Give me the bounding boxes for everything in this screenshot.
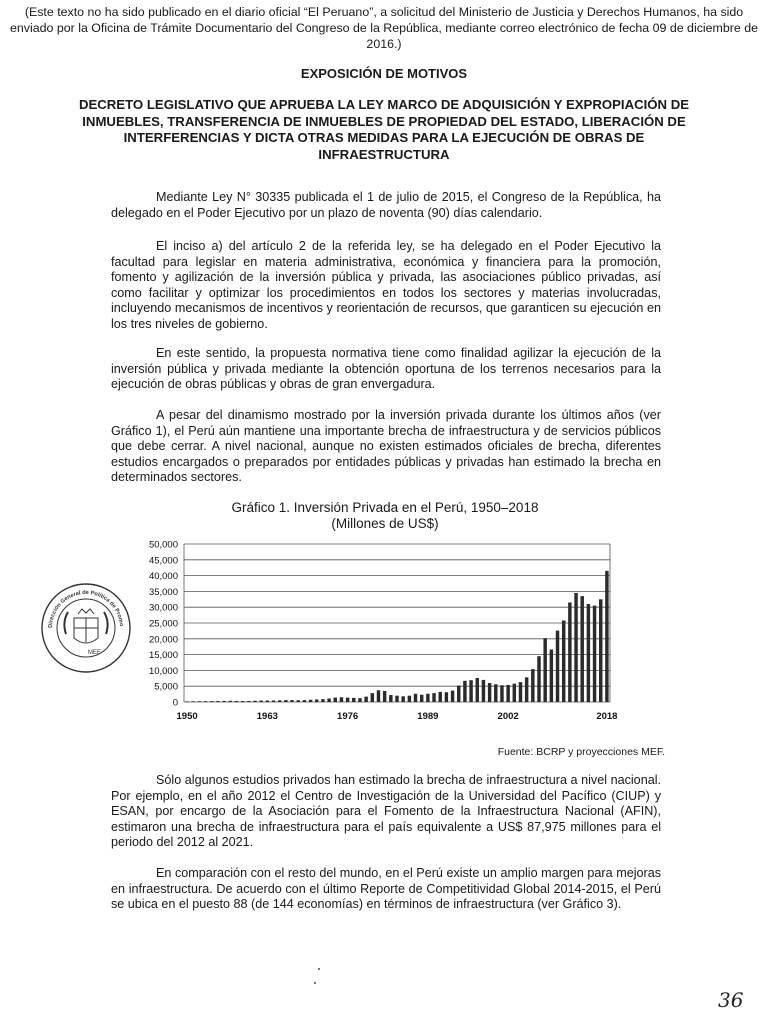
bar-1993: [451, 691, 454, 702]
bar-1966: [284, 700, 287, 702]
y-tick-label: 15,000: [148, 650, 178, 662]
x-tick-label: 2018: [596, 711, 618, 722]
bar-1979: [364, 697, 367, 702]
y-tick-label: 10,000: [148, 665, 178, 677]
bar-2010: [556, 631, 559, 702]
bar-1985: [401, 696, 404, 702]
bar-2003: [513, 684, 516, 702]
y-tick-label: 45,000: [148, 555, 178, 567]
x-tick-label: 1950: [176, 711, 198, 722]
bar-2016: [593, 606, 596, 702]
paragraph-2: [111, 239, 661, 332]
chart-source: Fuente: BCRP y proyecciones MEF.: [497, 746, 665, 758]
x-tick-label: 1963: [256, 711, 278, 722]
bar-1998: [482, 680, 485, 702]
x-tick-label: 1989: [417, 711, 439, 722]
bar-2004: [519, 682, 522, 702]
bar-1972: [321, 699, 324, 702]
bar-1994: [457, 686, 460, 702]
bar-1992: [445, 692, 448, 702]
bar-1959: [241, 701, 244, 702]
scan-speck: [318, 968, 320, 970]
bar-1962: [259, 701, 262, 702]
bar-1982: [383, 691, 386, 702]
bar-2007: [537, 656, 540, 702]
y-tick-label: 20,000: [148, 634, 178, 646]
bar-1957: [229, 701, 232, 702]
page-number: 36: [718, 988, 744, 1012]
bar-1970: [309, 700, 312, 702]
bar-1987: [414, 694, 417, 702]
bar-1964: [272, 700, 275, 702]
bar-2011: [562, 620, 565, 702]
y-tick-label: 50,000: [148, 539, 178, 551]
x-tick-label: 2002: [497, 711, 519, 722]
paragraph-2-text: El inciso a) del artículo 2 de la referida ley, se ha delegado en el Poder Ejecutivo la facultad para legislar en materia administrativa, económica y financiera para la promoción, fomento y agilización de la inversión pública y privada, las asociaciones público privadas, así como facilitar y optimizar los procedimientos en todos los sectores y materias involucradas, incluyendo mecanismos de incentivos y reorientación de recursos, que garanticen su ejecución en los tres niveles de gobierno.: [111, 239, 661, 331]
bar-1984: [395, 696, 398, 702]
bar-1971: [315, 699, 318, 702]
paragraph-3-text: En este sentido, la propuesta normativa tiene como finalidad agilizar la ejecución de la inversión pública y privada mediante la obtención oportuna de los terrenos necesarios para la ejecución de obras públicas y obras de gran envergadura.: [111, 346, 661, 391]
paragraph-3: [111, 346, 661, 393]
bar-1976: [346, 698, 349, 702]
y-tick-label: 30,000: [148, 602, 178, 614]
stamp-sub-text: MEF: [88, 650, 101, 656]
bar-1956: [222, 701, 225, 702]
paragraph-5-text: Sólo algunos estudios privados han estimado la brecha de infraestructura a nivel nacional. Por ejemplo, en el año 2012 el Centro de Investigación de la Universidad del Pacífico (CIUP) y ESAN, por encargo de la Asociación para el Fomento de la Infraestructura Nacional (AFIN), estimaron una brecha de infraestructura para el país equivalente a US$ 87,975 millones para el periodo del 2012 al 2021.: [111, 773, 661, 849]
bar-1974: [334, 698, 337, 702]
bar-1969: [303, 700, 306, 702]
bar-1967: [290, 700, 293, 702]
bar-1978: [358, 698, 361, 702]
bar-2000: [494, 684, 497, 702]
bar-1951: [192, 701, 195, 702]
bar-2018: [605, 571, 608, 702]
y-tick-label: 5,000: [154, 681, 178, 693]
bar-1960: [247, 701, 250, 702]
paragraph-5: [111, 773, 661, 851]
bar-1973: [327, 699, 330, 702]
bar-1997: [476, 678, 479, 702]
bar-1958: [235, 701, 238, 702]
bar-1980: [371, 693, 374, 702]
bar-1991: [438, 692, 441, 702]
chart-title: [160, 500, 610, 532]
bar-1975: [340, 697, 343, 702]
bar-1952: [198, 701, 201, 702]
bar-1953: [204, 701, 207, 702]
bar-2001: [500, 685, 503, 702]
paragraph-6-text: En comparación con el resto del mundo, en el Perú existe un amplio margen para mejoras en infraestructura. De acuerdo con el último Reporte de Competitividad Global 2014-2015, el Perú se ubica en el puesto 88 (de 144 economías) en términos de infraestructura (ver Gráfico 3).: [111, 866, 661, 911]
bar-2012: [568, 602, 571, 702]
bar-1990: [432, 693, 435, 702]
bar-2009: [550, 650, 553, 702]
bar-2002: [506, 685, 509, 702]
bar-1999: [488, 683, 491, 702]
bar-2015: [587, 604, 590, 702]
section-title: EXPOSICIÓN DE MOTIVOS: [300, 66, 468, 81]
bar-1955: [216, 701, 219, 702]
bar-1986: [408, 696, 411, 702]
decree-title: DECRETO LEGISLATIVO QUE APRUEBA LA LEY MARCO DE ADQUISICIÓN Y EXPROPIACIÓN DE INMUEBLES, TRANSFERENCIA DE INMUEBLES DE PROPIEDAD DEL ESTADO, LIBERACIÓN DE INTERFERENCIAS Y DICTA OTRAS MEDIDAS PARA LA EJECUCIÓN DE OBRAS DE INFRAESTRUCTURA: [78, 97, 690, 162]
bar-1988: [420, 695, 423, 702]
chart-title-line1: Gráfico 1. Inversión Privada en el Perú, 1950–2018: [231, 500, 539, 515]
bar-1961: [253, 701, 256, 702]
chart-title-line2: (Millones de US$): [331, 516, 439, 531]
y-tick-label: 35,000: [148, 586, 178, 598]
bar-1983: [389, 695, 392, 702]
bar-2013: [574, 593, 577, 702]
bar-1995: [463, 681, 466, 702]
paragraph-6: [111, 866, 661, 913]
bar-1977: [352, 698, 355, 702]
bar-1981: [377, 690, 380, 702]
bar-1963: [266, 701, 269, 702]
bar-1950: [185, 701, 188, 702]
bar-2008: [543, 638, 546, 702]
seal-stamp-icon: [38, 582, 134, 674]
bar-1989: [426, 694, 429, 702]
bar-2006: [531, 669, 534, 702]
publication-note: (Este texto no ha sido publicado en el diario oficial “El Peruano”, a solicitud del Ministerio de Justicia y Derechos Humanos, ha sido enviado por la Oficina de Trámite Documentario del Congreso de la República, mediante correo electrónico de fecha 09 de diciembre de 2016.): [10, 5, 758, 51]
bar-1996: [469, 680, 472, 702]
bar-1965: [278, 700, 281, 702]
bar-2017: [599, 599, 602, 702]
private-investment-chart: [140, 534, 640, 729]
bar-2005: [525, 677, 528, 702]
paragraph-4-text: A pesar del dinamismo mostrado por la inversión privada durante los últimos años (ver Gráfico 1), el Perú aún mantiene una importante brecha de infraestructura y de servicios públicos que debe cerrar. A nivel nacional, aunque no existen estimados oficiales de brecha, diferentes estudios encargados o preparados por entidades públicas y privadas han estimado la brecha en determinados sectores.: [111, 408, 661, 484]
paragraph-4: [111, 408, 661, 486]
stamp-arc-text: Dirección General de Política de Promo: [47, 589, 124, 629]
bar-1968: [296, 700, 299, 702]
svg-text:Dirección General de Política: [38, 582, 124, 628]
scan-speck: [314, 982, 316, 984]
paragraph-1-text: Mediante Ley N° 30335 publicada el 1 de julio de 2015, el Congreso de la República, ha delegado en el Poder Ejecutivo por un plazo de noventa (90) días calendario.: [111, 190, 661, 220]
y-tick-label: 25,000: [148, 618, 178, 630]
bar-2014: [580, 596, 583, 702]
bar-1954: [210, 701, 213, 702]
x-tick-label: 1976: [337, 711, 359, 722]
paragraph-1: [111, 190, 661, 221]
y-tick-label: 40,000: [148, 571, 178, 583]
y-tick-label: 0: [172, 697, 178, 709]
